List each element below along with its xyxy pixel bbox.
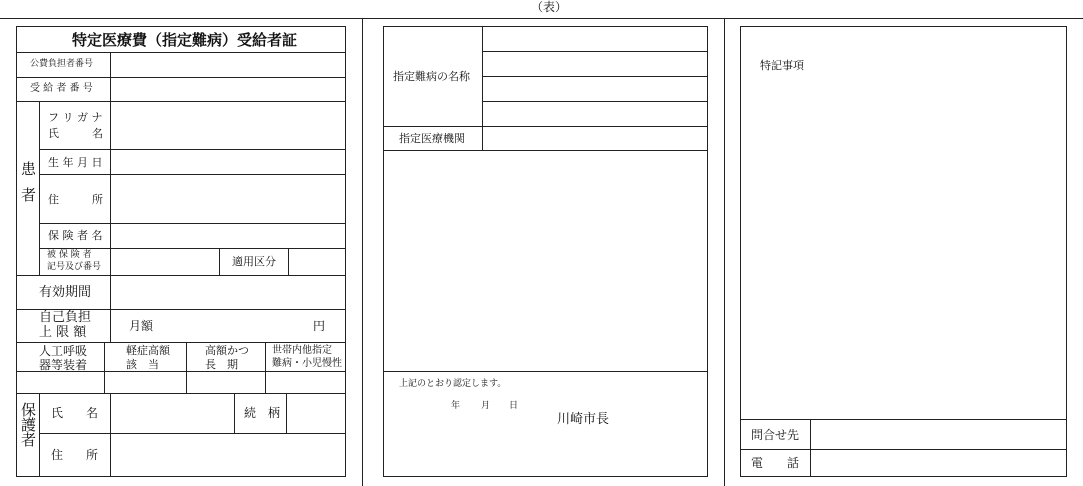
self-burden-label-1: 自己負担: [39, 310, 92, 325]
institution-details-area[interactable]: [384, 151, 707, 370]
phone-field[interactable]: [811, 450, 1066, 476]
address-label-a: 住: [48, 193, 59, 206]
special-notes-label: 特記事項: [760, 59, 804, 72]
birthdate-field[interactable]: [111, 150, 345, 173]
self-burden-label-2: 上 限 額: [39, 325, 87, 340]
valid-period-label: 有効期間: [39, 285, 92, 300]
disease-name-field-1[interactable]: [483, 27, 707, 50]
household-label-2: 難病・小児慢性: [272, 358, 342, 369]
guardian-name-field[interactable]: [111, 394, 233, 432]
insured-label-2: 記号及び番号: [47, 262, 102, 272]
mild-high-label-1: 軽症高額: [126, 344, 170, 357]
ventilator-label-1: 人工呼吸: [39, 344, 88, 358]
public-payer-no-field[interactable]: [111, 53, 345, 76]
rule: [16, 342, 346, 343]
patient-group-label-2: 者: [21, 186, 37, 204]
applicable-category-field[interactable]: [289, 249, 345, 274]
rule: [383, 371, 708, 372]
public-payer-no-label: 公費負担者番号: [30, 59, 94, 69]
high-long-label-2: 長 期: [205, 358, 238, 371]
ventilator-label-2: 器等装着: [39, 358, 88, 372]
guardian-address-label-a: 住: [51, 448, 64, 462]
guardian-group-label-3: 者: [21, 431, 37, 449]
high-long-field[interactable]: [187, 372, 264, 392]
furigana-label: フ リ ガ ナ: [48, 111, 103, 124]
relationship-label: 続 柄: [244, 406, 281, 420]
valid-period-field[interactable]: [111, 276, 345, 308]
special-notes-area[interactable]: [741, 27, 1066, 418]
date-month-label: 月: [481, 401, 491, 411]
guardian-name-label-b: 名: [86, 406, 99, 420]
guardian-group-label-2: 護: [21, 416, 37, 434]
date-day-label: 日: [509, 401, 519, 411]
disease-name-field-4[interactable]: [483, 102, 707, 125]
monthly-label: 月額: [129, 319, 154, 333]
household-field[interactable]: [266, 372, 345, 392]
panel-divider-right: [724, 18, 725, 486]
address-field[interactable]: [111, 175, 345, 222]
relationship-field[interactable]: [287, 394, 345, 432]
certification-text: 上記のとおり認定します。: [399, 379, 507, 389]
certificate-title: 特定医療費（指定難病）受給者証: [72, 31, 298, 49]
rule: [219, 248, 220, 275]
contact-label: 問合せ先: [751, 428, 800, 442]
phone-label-a: 電: [751, 456, 764, 470]
guardian-group-label-1: 保: [21, 401, 37, 419]
designated-institution-field[interactable]: [483, 127, 707, 149]
rule: [39, 393, 40, 477]
issuer-label: 川崎市長: [557, 412, 610, 427]
high-long-label-1: 高額かつ: [205, 344, 249, 357]
rule: [234, 393, 235, 433]
insurer-name-label: 保 険 者 名: [48, 229, 103, 242]
applicable-category-label: 適用区分: [232, 255, 276, 268]
yen-label: 円: [313, 319, 326, 333]
panel-divider-left: [362, 18, 363, 486]
ventilator-field[interactable]: [17, 372, 103, 392]
guardian-name-label-a: 氏: [51, 406, 64, 420]
birthdate-label: 生 年 月 日: [48, 156, 103, 169]
side-label: （表）: [531, 0, 568, 14]
panel-top-border: [0, 18, 1083, 19]
patient-name-field[interactable]: [111, 102, 345, 148]
insured-number-field[interactable]: [111, 249, 218, 274]
disease-name-field-3[interactable]: [483, 77, 707, 100]
recipient-no-label: 受 給 者 番 号: [30, 83, 93, 94]
mild-high-label-2: 該 当: [126, 358, 159, 371]
insurer-name-field[interactable]: [111, 224, 345, 247]
disease-name-label: 指定難病の名称: [393, 70, 470, 83]
recipient-no-field[interactable]: [111, 78, 345, 100]
patient-group-label-1: 患: [21, 160, 37, 178]
name-label-a: 氏: [48, 127, 59, 140]
guardian-address-label-b: 所: [86, 448, 99, 462]
phone-label-b: 話: [787, 456, 800, 470]
disease-name-field-2[interactable]: [483, 52, 707, 75]
guardian-address-field[interactable]: [111, 434, 345, 476]
name-label-b: 名: [92, 127, 103, 140]
household-label-1: 世帯内他指定: [272, 345, 332, 356]
mild-high-field[interactable]: [105, 372, 185, 392]
contact-field[interactable]: [811, 420, 1066, 448]
address-label-b: 所: [92, 193, 103, 206]
designated-institution-label: 指定医療機関: [399, 132, 465, 145]
insured-label-1: 被 保 険 者: [47, 250, 92, 260]
date-year-label: 年: [451, 401, 461, 411]
self-burden-amount-field[interactable]: [160, 311, 310, 340]
